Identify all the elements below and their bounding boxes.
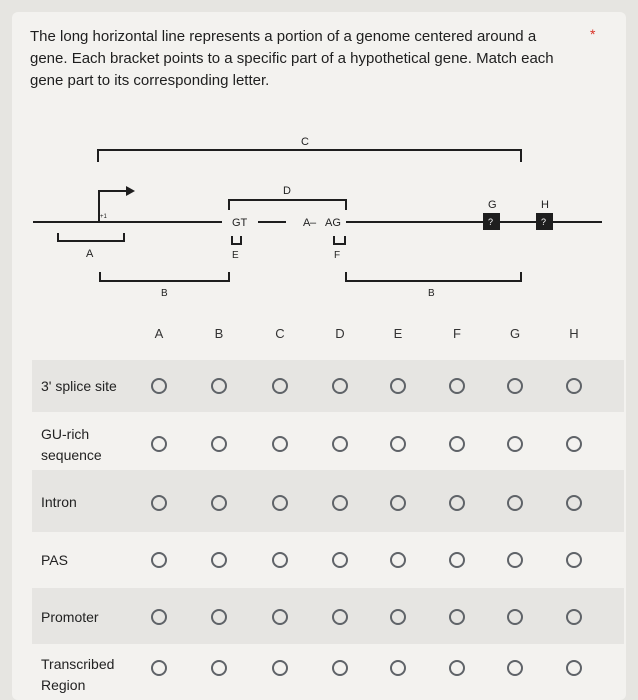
g-unknown: ? [488, 217, 494, 227]
label-d: D [283, 185, 291, 197]
grid-row [32, 644, 624, 700]
col-header-c: C [275, 326, 285, 341]
radio-gu-rich-a[interactable] [151, 436, 167, 452]
start-site-label: +1 [100, 214, 107, 220]
radio-transcribed-d[interactable] [332, 660, 348, 676]
radio-intron-d[interactable] [332, 495, 348, 511]
bracket-f [334, 236, 345, 244]
radio-3-splice-site-d[interactable] [332, 378, 348, 394]
radio-transcribed-a[interactable] [151, 660, 167, 676]
radio-pas-d[interactable] [332, 552, 348, 568]
radio-promoter-b[interactable] [211, 609, 227, 625]
radio-transcribed-f[interactable] [449, 660, 465, 676]
radio-promoter-g[interactable] [507, 609, 523, 625]
radio-intron-e[interactable] [390, 495, 406, 511]
bracket-d [229, 200, 346, 210]
radio-pas-a[interactable] [151, 552, 167, 568]
radio-transcribed-g[interactable] [507, 660, 523, 676]
a-label: A [303, 217, 311, 229]
h-unknown: ? [541, 217, 547, 227]
row-label: 3' splice site [41, 378, 117, 394]
radio-3-splice-site-h[interactable] [566, 378, 582, 394]
col-header-e: E [393, 326, 403, 341]
col-header-h: H [569, 326, 579, 341]
radio-intron-h[interactable] [566, 495, 582, 511]
radio-pas-c[interactable] [272, 552, 288, 568]
row-label: GU-rich sequence [41, 426, 102, 463]
radio-intron-a[interactable] [151, 495, 167, 511]
radio-transcribed-c[interactable] [272, 660, 288, 676]
bracket-b-left [100, 272, 229, 281]
radio-gu-rich-b[interactable] [211, 436, 227, 452]
radio-pas-g[interactable] [507, 552, 523, 568]
radio-promoter-h[interactable] [566, 609, 582, 625]
radio-3-splice-site-a[interactable] [151, 378, 167, 394]
row-label: PAS [41, 552, 68, 568]
question-text: The long horizontal line represents a portion of a genome centered around a gene. Each bracket points to a specific part of a hypothetical gene. Match each gene part to its corresponding letter. [30, 28, 554, 89]
col-header-g: G [509, 326, 521, 341]
radio-3-splice-site-f[interactable] [449, 378, 465, 394]
radio-intron-f[interactable] [449, 495, 465, 511]
ag-label: AG [325, 217, 341, 229]
col-header-a: A [154, 326, 164, 341]
label-g: G [488, 199, 497, 211]
grid-row [32, 588, 624, 644]
label-f: F [334, 250, 341, 261]
grid-row [32, 360, 624, 412]
bracket-c [98, 150, 521, 162]
radio-promoter-c[interactable] [272, 609, 288, 625]
radio-transcribed-b[interactable] [211, 660, 227, 676]
radio-intron-b[interactable] [211, 495, 227, 511]
col-header-d: D [335, 326, 345, 341]
radio-3-splice-site-g[interactable] [507, 378, 523, 394]
radio-pas-e[interactable] [390, 552, 406, 568]
gene-diagram [0, 0, 638, 320]
bracket-a [58, 233, 124, 241]
label-b-right: B [428, 288, 435, 299]
radio-gu-rich-d[interactable] [332, 436, 348, 452]
radio-transcribed-h[interactable] [566, 660, 582, 676]
grid-column-headers [0, 326, 638, 346]
radio-3-splice-site-c[interactable] [272, 378, 288, 394]
radio-gu-rich-e[interactable] [390, 436, 406, 452]
required-marker: * [590, 26, 596, 42]
bracket-e [232, 236, 241, 244]
label-b-left: B [161, 288, 168, 299]
bracket-b-right [346, 272, 521, 281]
label-h: H [541, 199, 549, 211]
row-label: Transcribed Region [41, 656, 115, 693]
radio-pas-f[interactable] [449, 552, 465, 568]
radio-pas-b[interactable] [211, 552, 227, 568]
svg-text:–: – [310, 217, 317, 229]
col-header-b: B [214, 326, 224, 341]
col-header-f: F [453, 326, 461, 341]
row-label: Intron [41, 494, 77, 510]
label-a: A [86, 248, 94, 260]
row-label: Promoter [41, 609, 99, 625]
grid-row [32, 470, 624, 532]
radio-3-splice-site-e[interactable] [390, 378, 406, 394]
radio-gu-rich-h[interactable] [566, 436, 582, 452]
label-e: E [232, 250, 239, 261]
grid-row [32, 412, 624, 470]
label-c: C [301, 136, 309, 148]
radio-intron-g[interactable] [507, 495, 523, 511]
radio-pas-h[interactable] [566, 552, 582, 568]
gt-label: GT [232, 217, 248, 229]
radio-promoter-e[interactable] [390, 609, 406, 625]
radio-transcribed-e[interactable] [390, 660, 406, 676]
grid-row [32, 532, 624, 588]
radio-promoter-d[interactable] [332, 609, 348, 625]
arrow-head [126, 186, 135, 196]
radio-promoter-a[interactable] [151, 609, 167, 625]
radio-3-splice-site-b[interactable] [211, 378, 227, 394]
radio-gu-rich-c[interactable] [272, 436, 288, 452]
radio-intron-c[interactable] [272, 495, 288, 511]
radio-gu-rich-g[interactable] [507, 436, 523, 452]
radio-promoter-f[interactable] [449, 609, 465, 625]
radio-gu-rich-f[interactable] [449, 436, 465, 452]
